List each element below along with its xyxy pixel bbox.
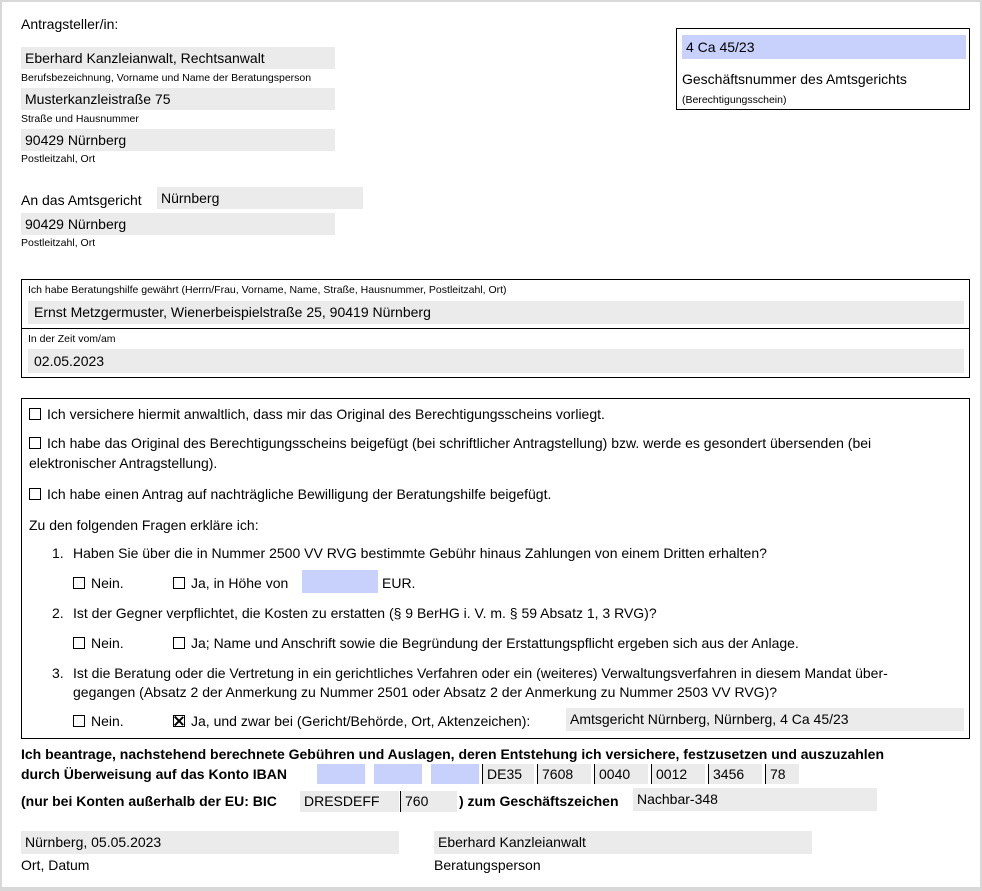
q2-no-option — [73, 633, 124, 653]
q3-no-checkbox[interactable] — [73, 715, 85, 727]
iban-empty-segment-3[interactable] — [431, 764, 479, 784]
retro-application-checkbox[interactable] — [29, 488, 41, 500]
court-city-field[interactable]: 90429 Nürnberg — [21, 213, 335, 235]
original-attached-text: Ich habe das Original des Berechtigungsscheins beigefügt (bei schriftlicher Antragstellung) bzw. werde es gesondert übersenden (bei elektronischer Antragstellung). — [29, 435, 872, 471]
bic-branch-field[interactable]: 760 — [400, 791, 457, 812]
q3-yes-label: Ja, und zwar bei (Gericht/Behörde, Ort, Aktenzeichen): — [191, 713, 531, 729]
court-label: An das Amtsgericht — [21, 192, 142, 208]
q2-text: Ist der Gegner verpflichtet, die Kosten zu erstatten (§ 9 BerHG i. V. m. § 59 Absatz 1, 3 RVG)? — [73, 605, 657, 621]
applicant-city-caption: Postleitzahl, Ort — [21, 153, 96, 165]
declaration-original-attached — [29, 433, 954, 473]
aid-period-caption: In der Zeit vom/am — [28, 333, 116, 345]
original-attached-checkbox[interactable] — [29, 437, 41, 449]
iban-segment-3[interactable]: 0040 — [594, 764, 648, 784]
iban-segment-5[interactable]: 3456 — [708, 764, 762, 784]
q3-no-label: Nein. — [91, 713, 124, 729]
place-date-field[interactable]: Nürnberg, 05.05.2023 — [21, 831, 399, 854]
place-date-caption: Ort, Datum — [21, 857, 90, 873]
q3-yes-option — [173, 711, 530, 731]
case-number-label: Geschäftsnummer des Amtsgerichts — [682, 71, 907, 87]
original-present-text: Ich versichere hiermit anwaltlich, dass mir das Original des Berechtigungsscheins vorliegt. — [47, 406, 605, 422]
q1-currency: EUR. — [382, 575, 416, 591]
counsel-field[interactable]: Eberhard Kanzleianwalt — [434, 831, 812, 854]
q2-no-checkbox[interactable] — [73, 637, 85, 649]
q3-yes-checkbox[interactable] — [173, 715, 185, 727]
q2-yes-checkbox[interactable] — [173, 637, 185, 649]
declaration-retro-application — [29, 484, 551, 504]
fee-application-form — [2, 2, 980, 887]
case-number-field[interactable]: 4 Ca 45/23 — [682, 35, 966, 59]
iban-empty-segment-1[interactable] — [317, 764, 365, 784]
court-name-field[interactable]: Nürnberg — [157, 187, 363, 209]
q3-no-option — [73, 711, 124, 731]
applicant-name-caption: Berufsbezeichnung, Vorname und Name der Beratungsperson — [21, 72, 312, 84]
q1-yes-option — [173, 573, 288, 593]
reference-field[interactable]: Nachbar-348 — [633, 788, 877, 811]
iban-segment-6[interactable]: 78 — [765, 764, 799, 784]
aid-period-field[interactable]: 02.05.2023 — [28, 349, 964, 373]
counsel-caption: Beratungsperson — [434, 857, 541, 873]
applicant-heading: Antragsteller/in: — [21, 16, 119, 32]
q2-yes-label: Ja; Name und Anschrift sowie die Begründung der Erstattungspflicht ergeben sich aus der Anlage. — [191, 635, 799, 651]
q2-number: 2. — [52, 605, 64, 621]
case-number-box — [676, 28, 970, 110]
aid-granted-caption: Ich habe Beratungshilfe gewährt (Herrn/Frau, Vorname, Name, Straße, Hausnummer, Postleitzahl, Ort) — [28, 284, 507, 296]
q1-yes-label: Ja, in Höhe von — [191, 575, 289, 591]
q3-number: 3. — [52, 665, 64, 681]
q3-text-line1: Ist die Beratung oder die Vertretung in ein gerichtliches Verfahren oder ein (weiteres) Verwaltungsverfahren in diesem Mandat über- — [73, 665, 888, 681]
bic-field[interactable]: DRESDEFF — [300, 791, 399, 812]
reference-label: ) zum Geschäftszeichen — [459, 793, 619, 809]
original-present-checkbox[interactable] — [29, 408, 41, 420]
q1-no-option — [73, 573, 124, 593]
case-number-sublabel: (Berechtigungsschein) — [682, 94, 787, 106]
bic-label: (nur bei Konten außerhalb der EU: BIC — [21, 793, 277, 809]
q1-amount-field[interactable] — [302, 570, 378, 593]
iban-segment-4[interactable]: 0012 — [651, 764, 705, 784]
declaration-original-present — [29, 404, 605, 424]
aid-client-field[interactable]: Ernst Metzgermuster, Wienerbeispielstraße 25, 90419 Nürnberg — [28, 301, 964, 324]
aid-granted-box — [21, 279, 970, 378]
q3-text-line2: gegangen (Absatz 2 der Anmerkung zu Nummer 2501 oder Absatz 2 der Anmerkung zu Nummer 2503 VV RVG)? — [73, 684, 778, 700]
q3-detail-field[interactable]: Amtsgericht Nürnberg, Nürnberg, 4 Ca 45/23 — [566, 708, 964, 731]
questions-intro: Zu den folgenden Fragen erkläre ich: — [29, 517, 259, 533]
q1-no-label: Nein. — [91, 575, 124, 591]
retro-application-text: Ich habe einen Antrag auf nachträgliche Bewilligung der Beratungshilfe beigefügt. — [47, 486, 552, 502]
q1-yes-checkbox[interactable] — [173, 577, 185, 589]
iban-segment-1[interactable]: DE35 — [482, 764, 534, 784]
aid-divider — [22, 328, 969, 329]
court-city-caption: Postleitzahl, Ort — [21, 237, 96, 249]
applicant-city-field[interactable]: 90429 Nürnberg — [21, 129, 335, 151]
iban-empty-segment-2[interactable] — [374, 764, 422, 784]
q2-yes-option — [173, 633, 799, 653]
q2-no-label: Nein. — [91, 635, 124, 651]
iban-segment-2[interactable]: 7608 — [537, 764, 591, 784]
q1-no-checkbox[interactable] — [73, 577, 85, 589]
payment-line2: durch Überweisung auf das Konto IBAN — [21, 766, 288, 782]
applicant-street-caption: Straße und Hausnummer — [21, 113, 139, 125]
q1-number: 1. — [52, 545, 64, 561]
applicant-street-field[interactable]: Musterkanzleistraße 75 — [21, 88, 335, 110]
declarations-box — [21, 398, 970, 739]
payment-line1: Ich beantrage, nachstehend berechnete Gebühren und Auslagen, deren Entstehung ich versichere, festzusetzen und auszuzahlen — [21, 746, 885, 762]
q1-text: Haben Sie über die in Nummer 2500 VV RVG bestimmte Gebühr hinaus Zahlungen von einem Dritten erhalten? — [73, 545, 767, 561]
applicant-name-field[interactable]: Eberhard Kanzleianwalt, Rechtsanwalt — [21, 47, 335, 69]
